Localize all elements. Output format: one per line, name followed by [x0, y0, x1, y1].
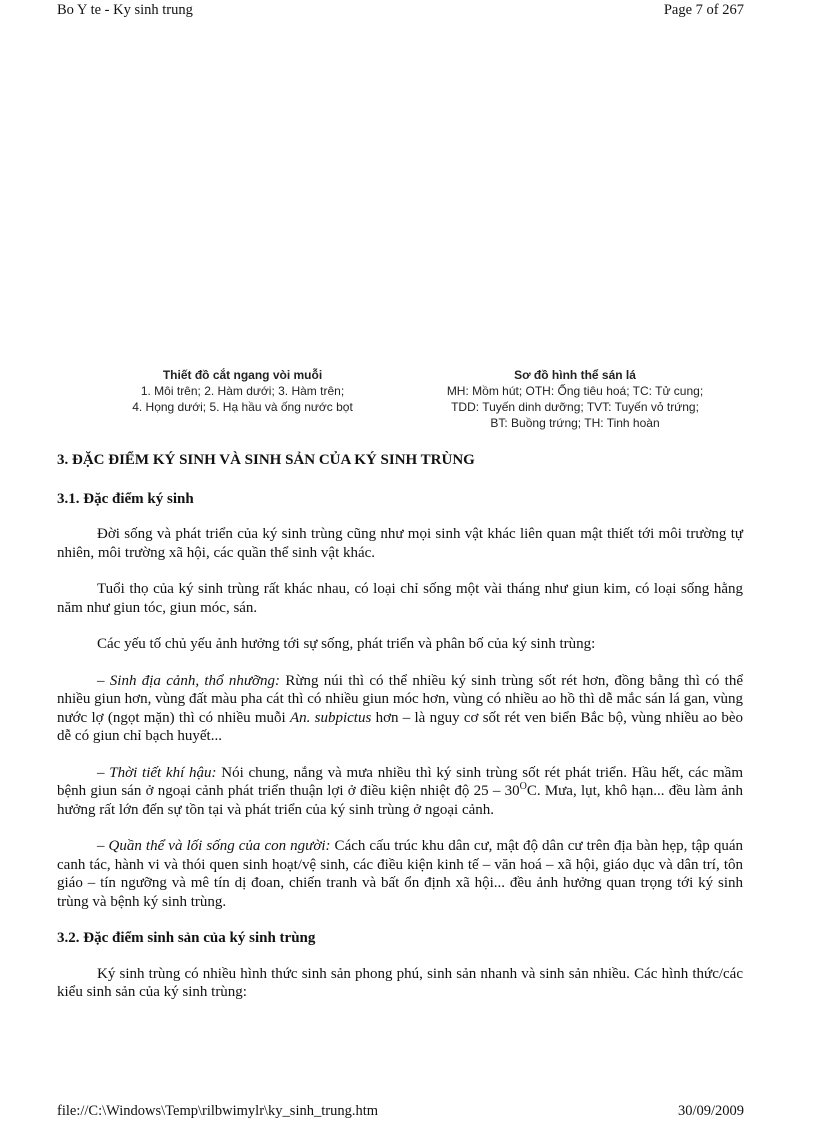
subsection-heading: 3.2. Đặc điểm sinh sản của ký sinh trùng	[57, 930, 316, 946]
page-number: Page 7 of 267	[663, 2, 744, 18]
caption-line: 1. Môi trên; 2. Hàm dưới; 3. Hàm trên;	[140, 384, 345, 398]
subsection-heading: 3.1. Đặc điểm ký sinh	[57, 490, 194, 507]
paragraph-lead: – Thời tiết khí hậu:	[97, 764, 217, 781]
footer-file-path: file://C:\Windows\Temp\rilbwimylr\ky_sinh_trung.htm	[57, 1103, 379, 1119]
paragraph-text: Nói chung, nắng và mưa nhiều thì ký sinh trùng sốt rét phát triển. Hầu hết, các mầm bệnh giun sán ở ngoại cảnh phát triển thuận lợi ở điều kiện nhiệt độ 25 – 30	[57, 764, 743, 799]
header-title: Bo Y te - Ky sinh trung	[57, 2, 193, 18]
caption-line: BT: Buồng trứng; TH: Tinh hoàn	[490, 416, 660, 430]
caption-title: Thiết đồ cắt ngang vòi muỗi	[162, 368, 323, 382]
figure-caption-mosquito-proboscis	[95, 367, 390, 415]
caption-line: 4. Họng dưới; 5. Hạ hầu và ống nước bọt	[132, 400, 353, 414]
paragraph-text: Rừng núi thì có thể nhiều ký sinh trùng sốt rét hơn, đồng bằng thì có thể nhiều giun hơn, vùng đất màu pha cát thì có nhiều giun móc hơn, vùng có nhiều ao hồ thì dễ mắc sán lá gan, vùng nước lợ (ngọt mặn) thì có nhiều muỗi	[57, 672, 743, 726]
paragraph-geography	[57, 672, 743, 746]
caption-line: TDD: Tuyến dinh dưỡng; TVT: Tuyến vỏ trứng;	[451, 400, 699, 414]
paragraph-lead: – Quần thể và lối sống của con người:	[97, 838, 331, 854]
document-body	[57, 451, 743, 1020]
paragraph: Ký sinh trùng có nhiều hình thức sinh sản phong phú, sinh sản nhanh và sinh sản nhiều. Các hình thức/các kiểu sinh sản của ký sinh trùng:	[57, 965, 743, 1000]
degree-superscript: O	[519, 781, 527, 792]
paragraph-population	[57, 837, 743, 911]
section-heading: 3. ĐẶC ĐIỂM KÝ SINH VÀ SINH SẢN CỦA KÝ SINH TRÙNG	[57, 452, 475, 468]
paragraph: Các yếu tố chủ yếu ảnh hưởng tới sự sống, phát triển và phân bố của ký sinh trùng:	[97, 636, 596, 652]
paragraph-lead: – Sinh địa cảnh, thổ nhưỡng:	[97, 672, 281, 689]
paragraph: Tuổi thọ của ký sinh trùng rất khác nhau, có loại chỉ sống một vài tháng như giun kim, có loại sống hằng năm như giun tóc, giun móc, sán.	[57, 581, 743, 616]
paragraph-text: Cách cấu trúc khu dân cư, mật độ dân cư trên địa bàn hẹp, tập quán canh tác, hành vi và thói quen sinh hoạt/vệ sinh, các điều kiện kinh tế – văn hoá – xã hội, giáo dục và dân trí, tôn giáo – tín ngưỡng và mê tín dị đoan, chiến tranh và bất ổn định xã hội... đều ảnh hưởng quan trọng tới ký sinh trùng và bệnh ký sinh trùng.	[57, 838, 743, 910]
caption-line: MH: Mồm hút; OTH: Ống tiêu hoá; TC: Tử cung;	[446, 384, 704, 398]
paragraph-text: hơn – là nguy cơ sốt rét ven biển Bắc bộ, vùng nhiều ao bèo dễ có giun chỉ bạch huyết...	[57, 709, 743, 744]
paragraph-climate	[57, 764, 743, 820]
species-name: An. subpictus	[289, 709, 372, 726]
paragraph: Đời sống và phát triển của ký sinh trùng cũng như mọi sinh vật khác liên quan mật thiết tới môi trường tự nhiên, môi trường xã hội, các quần thể sinh vật khác.	[57, 526, 743, 561]
caption-title: Sơ đồ hình thể sán lá	[514, 368, 636, 382]
figure-caption-fluke-diagram	[405, 367, 745, 431]
footer-date: 30/09/2009	[677, 1103, 744, 1119]
paragraph-text: C. Mưa, lụt, khô hạn... đều làm ảnh hưởng rất lớn đến sự tồn tại và phát triển của ký sinh trùng ở ngoại cảnh.	[57, 783, 743, 818]
